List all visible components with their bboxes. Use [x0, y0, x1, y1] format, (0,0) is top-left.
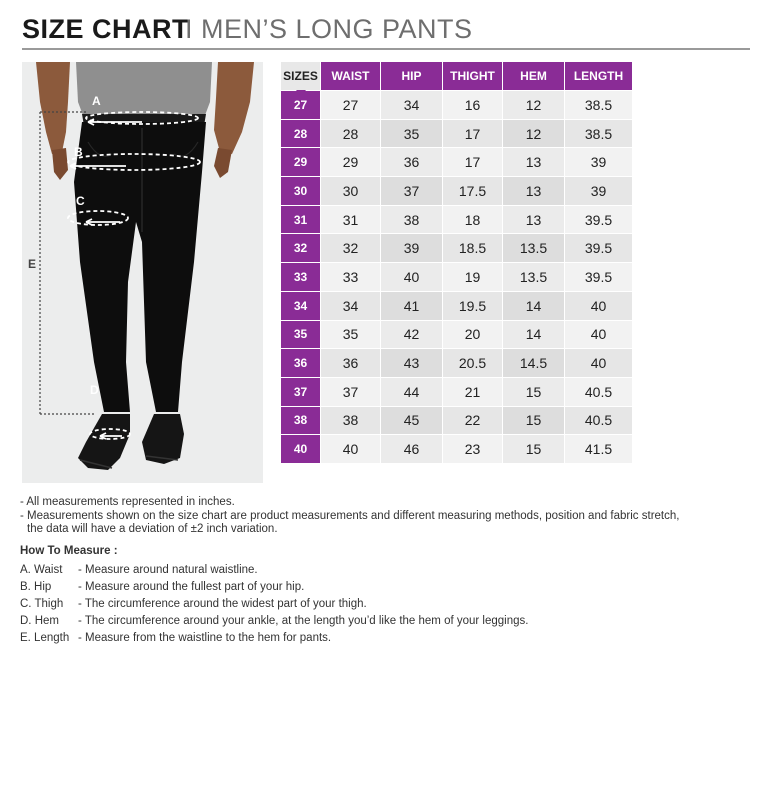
header-thight: THIGHT	[443, 62, 503, 91]
measure-item	[20, 578, 740, 595]
thight-cell: 18.5	[443, 234, 503, 263]
size-cell: 30	[281, 177, 321, 206]
hem-cell: 13	[503, 177, 565, 206]
length-cell: 40.5	[565, 407, 632, 436]
hip-cell: 40	[381, 263, 443, 292]
size-cell: 36	[281, 349, 321, 378]
hip-cell: 41	[381, 292, 443, 321]
table-body	[281, 91, 632, 464]
table-row	[281, 349, 632, 378]
length-cell: 39	[565, 177, 632, 206]
hem-cell: 14.5	[503, 349, 565, 378]
waist-cell: 30	[321, 177, 381, 206]
size-table	[281, 62, 632, 464]
table-row	[281, 407, 632, 436]
table-row	[281, 148, 632, 177]
thight-cell: 21	[443, 378, 503, 407]
header-hem: HEM	[503, 62, 565, 91]
pants-illustration	[22, 62, 263, 483]
length-cell: 40	[565, 321, 632, 350]
length-cell: 41.5	[565, 435, 632, 464]
measure-text: - The circumference around the widest part of your thigh.	[78, 597, 367, 610]
measure-item	[20, 629, 740, 646]
table-row	[281, 234, 632, 263]
measure-text: - Measure from the waistline to the hem for pants.	[78, 631, 332, 644]
thight-cell: 17	[443, 120, 503, 149]
table-header-row	[281, 62, 632, 91]
notes	[20, 496, 740, 537]
thight-cell: 17.5	[443, 177, 503, 206]
header-hip: HIP	[381, 62, 443, 91]
note-line: - Measurements shown on the size chart are product measurements and different measuring methods, position and fabric stretch,	[20, 509, 680, 522]
label-e: E	[28, 257, 37, 271]
measure-text: - Measure around natural waistline.	[78, 563, 258, 576]
thight-cell: 23	[443, 435, 503, 464]
table-row	[281, 292, 632, 321]
hip-cell: 42	[381, 321, 443, 350]
hem-cell: 13.5	[503, 263, 565, 292]
hip-cell: 43	[381, 349, 443, 378]
hem-cell: 12	[503, 91, 565, 120]
measure-item	[20, 561, 740, 578]
hem-cell: 12	[503, 120, 565, 149]
size-cell: 29	[281, 148, 321, 177]
label-a: A	[92, 94, 101, 108]
hem-cell: 14	[503, 292, 565, 321]
hip-cell: 44	[381, 378, 443, 407]
thight-cell: 19.5	[443, 292, 503, 321]
size-cell: 31	[281, 206, 321, 235]
page-subtitle: I MEN’S LONG PANTS	[185, 14, 473, 44]
hip-cell: 39	[381, 234, 443, 263]
hem-cell: 15	[503, 407, 565, 436]
table-row	[281, 206, 632, 235]
measure-item	[20, 612, 740, 629]
header-sizes: SIZES	[281, 62, 321, 91]
header-length: LENGTH	[565, 62, 632, 91]
pants-measurement-figure	[22, 62, 263, 483]
waist-cell: 38	[321, 407, 381, 436]
waist-cell: 36	[321, 349, 381, 378]
size-cell: 33	[281, 263, 321, 292]
waist-cell: 31	[321, 206, 381, 235]
header	[22, 12, 750, 50]
label-b: B	[74, 145, 83, 159]
hem-cell: 13.5	[503, 234, 565, 263]
table-row	[281, 177, 632, 206]
note-line: - All measurements represented in inches.	[20, 496, 235, 508]
hem-cell: 13	[503, 206, 565, 235]
thight-cell: 22	[443, 407, 503, 436]
label-c: C	[76, 194, 85, 208]
label-d: D	[90, 383, 99, 397]
size-cell: 40	[281, 435, 321, 464]
waist-cell: 33	[321, 263, 381, 292]
page-title: SIZE CHART	[22, 14, 189, 44]
measure-text: - Measure around the fullest part of your hip.	[78, 580, 305, 593]
thight-cell: 17	[443, 148, 503, 177]
table-row	[281, 321, 632, 350]
length-cell: 40	[565, 349, 632, 378]
length-cell: 38.5	[565, 120, 632, 149]
thight-cell: 18	[443, 206, 503, 235]
measure-label: B. Hip	[20, 580, 52, 593]
size-cell: 27	[281, 91, 321, 120]
measure-label: A. Waist	[20, 563, 63, 576]
hip-cell: 38	[381, 206, 443, 235]
size-cell: 37	[281, 378, 321, 407]
how-to-measure	[20, 545, 740, 646]
length-cell: 38.5	[565, 91, 632, 120]
waist-cell: 27	[321, 91, 381, 120]
how-to-title: How To Measure :	[20, 545, 118, 557]
hip-cell: 45	[381, 407, 443, 436]
size-cell: 32	[281, 234, 321, 263]
hem-cell: 15	[503, 378, 565, 407]
measure-text: - The circumference around your ankle, at the length you’d like the hem of your leggings.	[78, 614, 529, 627]
measure-label: C. Thigh	[20, 597, 64, 610]
measure-item	[20, 595, 740, 612]
size-cell: 38	[281, 407, 321, 436]
thight-cell: 20	[443, 321, 503, 350]
table-row	[281, 378, 632, 407]
hip-cell: 34	[381, 91, 443, 120]
size-cell: 35	[281, 321, 321, 350]
length-cell: 39.5	[565, 206, 632, 235]
hip-cell: 46	[381, 435, 443, 464]
thight-cell: 19	[443, 263, 503, 292]
thight-cell: 16	[443, 91, 503, 120]
header-waist: WAIST	[321, 62, 381, 91]
waist-cell: 37	[321, 378, 381, 407]
length-cell: 39.5	[565, 234, 632, 263]
length-cell: 39.5	[565, 263, 632, 292]
length-cell: 40.5	[565, 378, 632, 407]
hip-cell: 37	[381, 177, 443, 206]
hem-cell: 14	[503, 321, 565, 350]
size-cell: 28	[281, 120, 321, 149]
hem-cell: 15	[503, 435, 565, 464]
waist-cell: 35	[321, 321, 381, 350]
table-row	[281, 263, 632, 292]
length-cell: 39	[565, 148, 632, 177]
waist-cell: 29	[321, 148, 381, 177]
table-row	[281, 435, 632, 464]
hip-cell: 35	[381, 120, 443, 149]
waist-cell: 34	[321, 292, 381, 321]
waist-cell: 40	[321, 435, 381, 464]
thight-cell: 20.5	[443, 349, 503, 378]
measure-label: D. Hem	[20, 614, 59, 627]
measure-label: E. Length	[20, 631, 70, 644]
hip-cell: 36	[381, 148, 443, 177]
note-line: the data will have a deviation of ±2 inch variation.	[27, 523, 278, 535]
length-cell: 40	[565, 292, 632, 321]
waist-cell: 28	[321, 120, 381, 149]
hem-cell: 13	[503, 148, 565, 177]
size-cell: 34	[281, 292, 321, 321]
table-row	[281, 120, 632, 149]
table-row	[281, 91, 632, 120]
waist-cell: 32	[321, 234, 381, 263]
